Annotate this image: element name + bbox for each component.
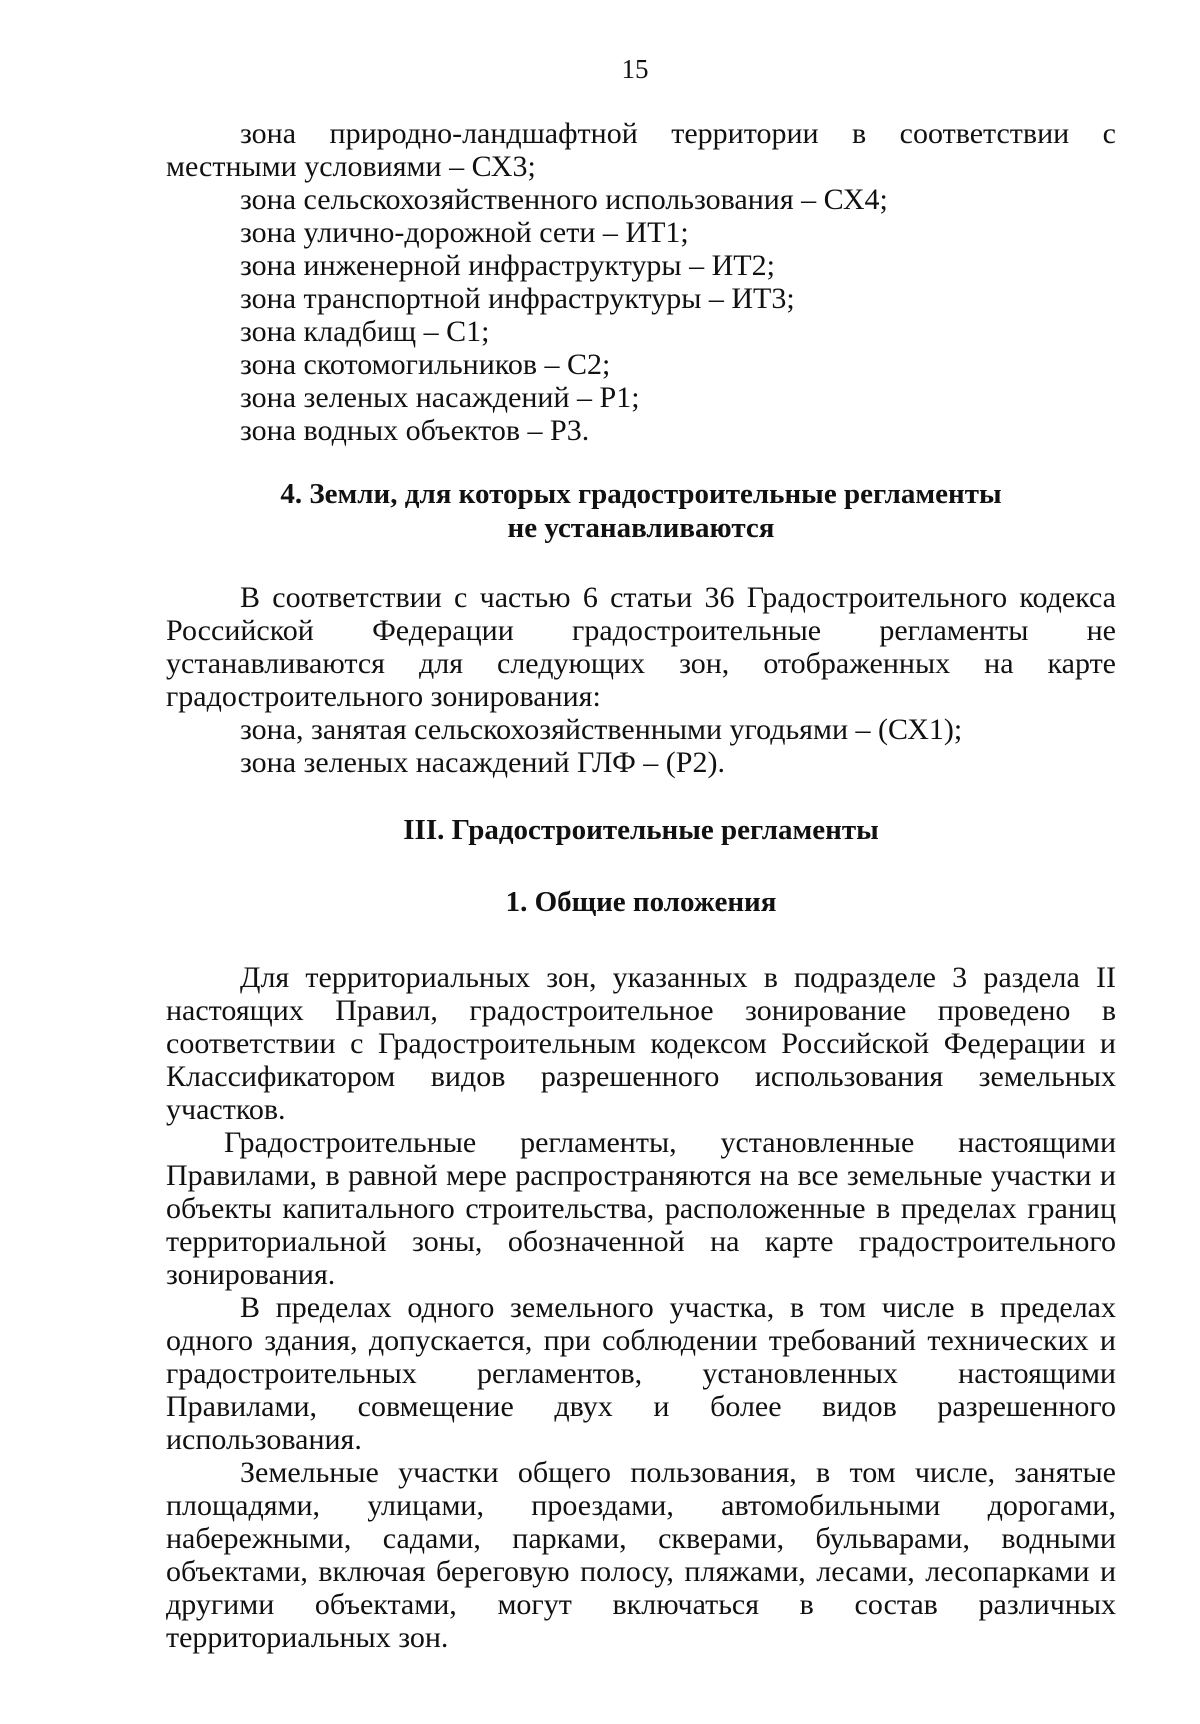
document-body (166, 117, 1116, 1654)
zone-list-item: зона скотомогильников – С2; (240, 348, 611, 381)
body-paragraph: Градостроительные регламенты, установленные настоящими Правилами, в равной мере распространяются на все земельные участки и объекты капитального строительства, расположенные в пределах границ территориальной зоны, обозначенной на карте градостроительного зонирования. (166, 1126, 1116, 1291)
section-4-heading-line2: не устанавливаются (507, 512, 775, 544)
page-number: 15 (621, 54, 649, 84)
body-paragraph: Земельные участки общего пользования, в том числе, занятые площадями, улицами, проездами, автомобильными дорогами, набережными, садами, парками, скверами, бульварами, водными объектами, включая береговую полосу, пляжами, лесами, лесопарками и другими объектами, могут включаться в состав различных территориальных зон. (166, 1456, 1116, 1654)
zone-list-item: зона кладбищ – С1; (240, 315, 490, 348)
zone-list-item: зона сельскохозяйственного использования – СХ4; (240, 183, 888, 216)
exempt-zone-item: зона, занятая сельскохозяйственными угодьями – (СХ1); (240, 713, 963, 746)
exempt-zone-item: зона зеленых насаждений ГЛФ – (Р2). (240, 746, 725, 779)
zone-list-item: зона водных объектов – Р3. (240, 414, 590, 447)
section-4-heading-line1: 4. Земли, для которых градостроительные регламенты (280, 478, 1002, 510)
zone-list-item: зона инженерной инфраструктуры – ИТ2; (240, 249, 775, 282)
zone-list (166, 117, 1116, 447)
zone-list-item: зона природно-ландшафтной территории в соответствии с местными условиями – СХ3; (166, 117, 1116, 183)
section-4-heading (166, 477, 1116, 545)
subsection-1-heading: 1. Общие положения (505, 886, 777, 918)
body-paragraph: Для территориальных зон, указанных в подразделе 3 раздела II настоящих Правил, градостроительное зонирование проведено в соответствии с Градостроительным кодексом Российской Федерации и Классификатором видов разрешенного использования земельных участков. (166, 961, 1116, 1126)
zone-list-item: зона транспортной инфраструктуры – ИТ3; (240, 282, 795, 315)
zone-list-item: зона улично-дорожной сети – ИТ1; (240, 216, 689, 249)
body-paragraph: В пределах одного земельного участка, в том числе в пределах одного здания, допускается, при соблюдении требований технических и градостроительных регламентов, установленных настоящими Правилами, совмещение двух и более видов разрешенного использования. (166, 1291, 1116, 1456)
section-III-heading: III. Градостроительные регламенты (403, 814, 879, 846)
zone-list-item: зона зеленых насаждений – Р1; (240, 381, 640, 414)
section-4-paragraph: В соответствии с частью 6 статьи 36 Градостроительного кодекса Российской Федерации градостроительные регламенты не устанавливаются для следующих зон, отображенных на карте градостроительного зонирования: (166, 581, 1116, 713)
